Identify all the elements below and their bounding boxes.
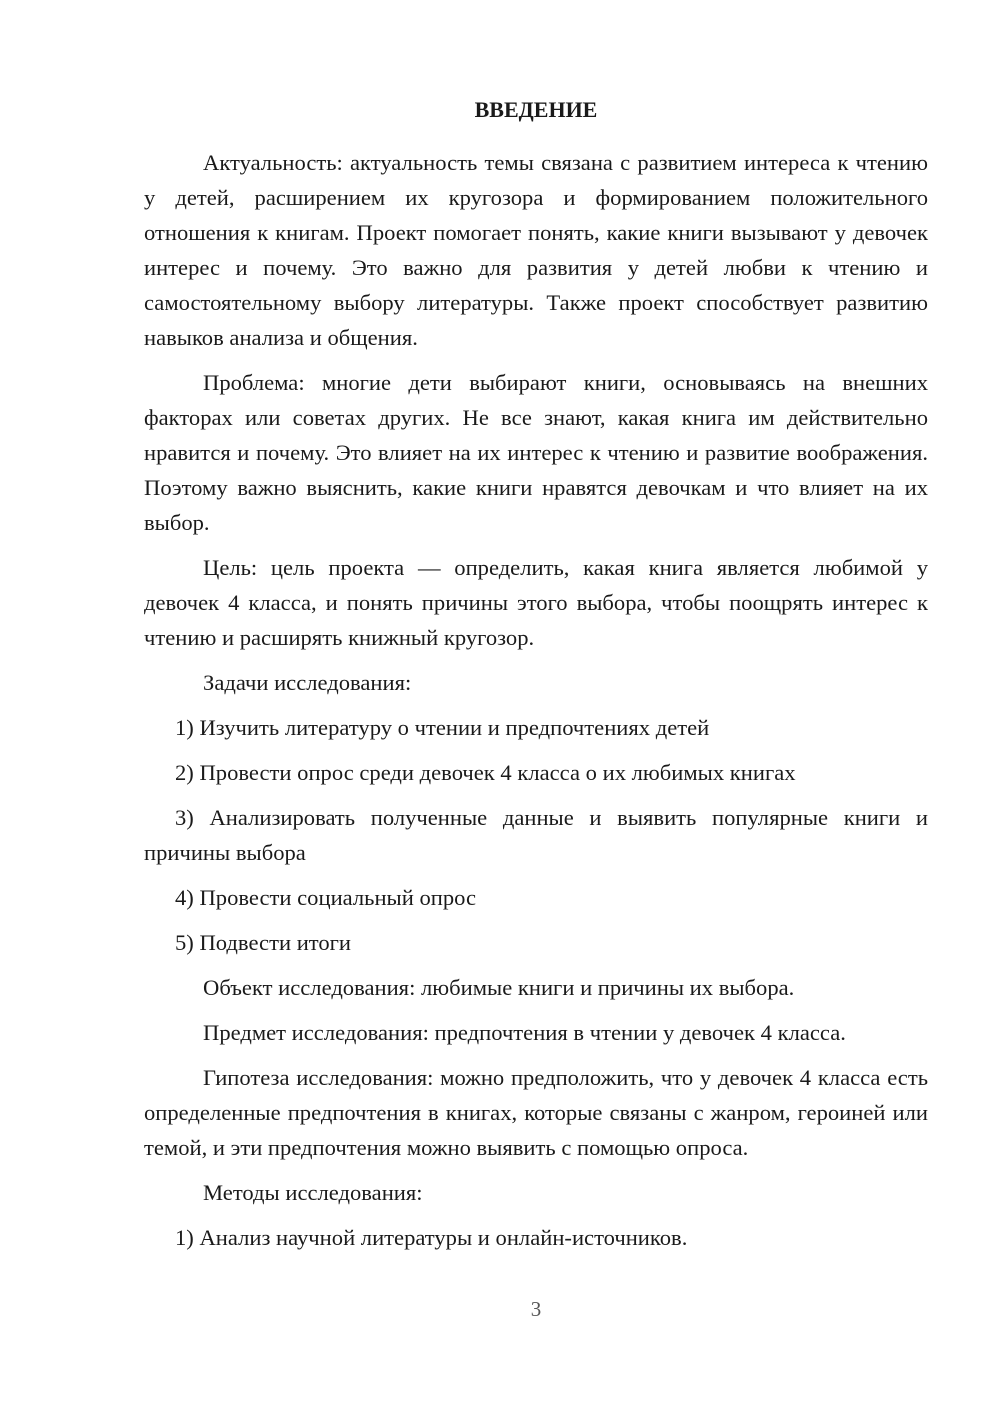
task-item-2: 2) Провести опрос среди девочек 4 класса о их любимых книгах xyxy=(175,760,796,785)
relevance-paragraph: Актуальность: актуальность темы связана с развитием интереса к чтению у детей, расширением их кругозора и формированием положительного отношения к книгам. Проект помогает понять, какие книги вызывают у девочек интерес и почему. Это важно для развития у детей любви к чтению и самостоятельному выбору литературы. Также проект способствует развитию навыков анализа и общения. xyxy=(144,150,928,350)
problem-paragraph: Проблема: многие дети выбирают книги, основываясь на внешних факторах или советах других. Не все знают, какая книга им действительно нравится и почему. Это влияет на их интерес к чтению и развитие воображения. Поэтому важно выяснить, какие книги нравятся девочкам и что влияет на их выбор. xyxy=(144,370,928,535)
section-title: ВВЕДЕНИЕ xyxy=(474,97,598,122)
task-item-4: 4) Провести социальный опрос xyxy=(175,885,477,910)
tasks-heading: Задачи исследования: xyxy=(203,670,412,695)
method-item-1: 1) Анализ научной литературы и онлайн-источников. xyxy=(175,1225,688,1250)
goal-paragraph: Цель: цель проекта — определить, какая книга является любимой у девочек 4 класса, и понять причины этого выбора, чтобы поощрять интерес к чтению и расширять книжный кругозор. xyxy=(144,555,928,650)
hypothesis-paragraph: Гипотеза исследования: можно предположить, что у девочек 4 класса есть определенные предпочтения в книгах, которые связаны с жанром, героиней или темой, и эти предпочтения можно выявить с помощью опроса. xyxy=(144,1065,928,1160)
page-content xyxy=(144,92,928,1265)
subject-paragraph: Предмет исследования: предпочтения в чтении у девочек 4 класса. xyxy=(203,1020,846,1045)
task-item-3: 3) Анализировать полученные данные и выявить популярные книги и причины выбора xyxy=(144,805,928,865)
task-item-5: 5) Подвести итоги xyxy=(175,930,352,955)
object-paragraph: Объект исследования: любимые книги и причины их выбора. xyxy=(203,975,795,1000)
methods-heading: Методы исследования: xyxy=(203,1180,423,1205)
page-number: 3 xyxy=(530,1297,542,1321)
task-item-1: 1) Изучить литературу о чтении и предпочтениях детей xyxy=(175,715,710,740)
